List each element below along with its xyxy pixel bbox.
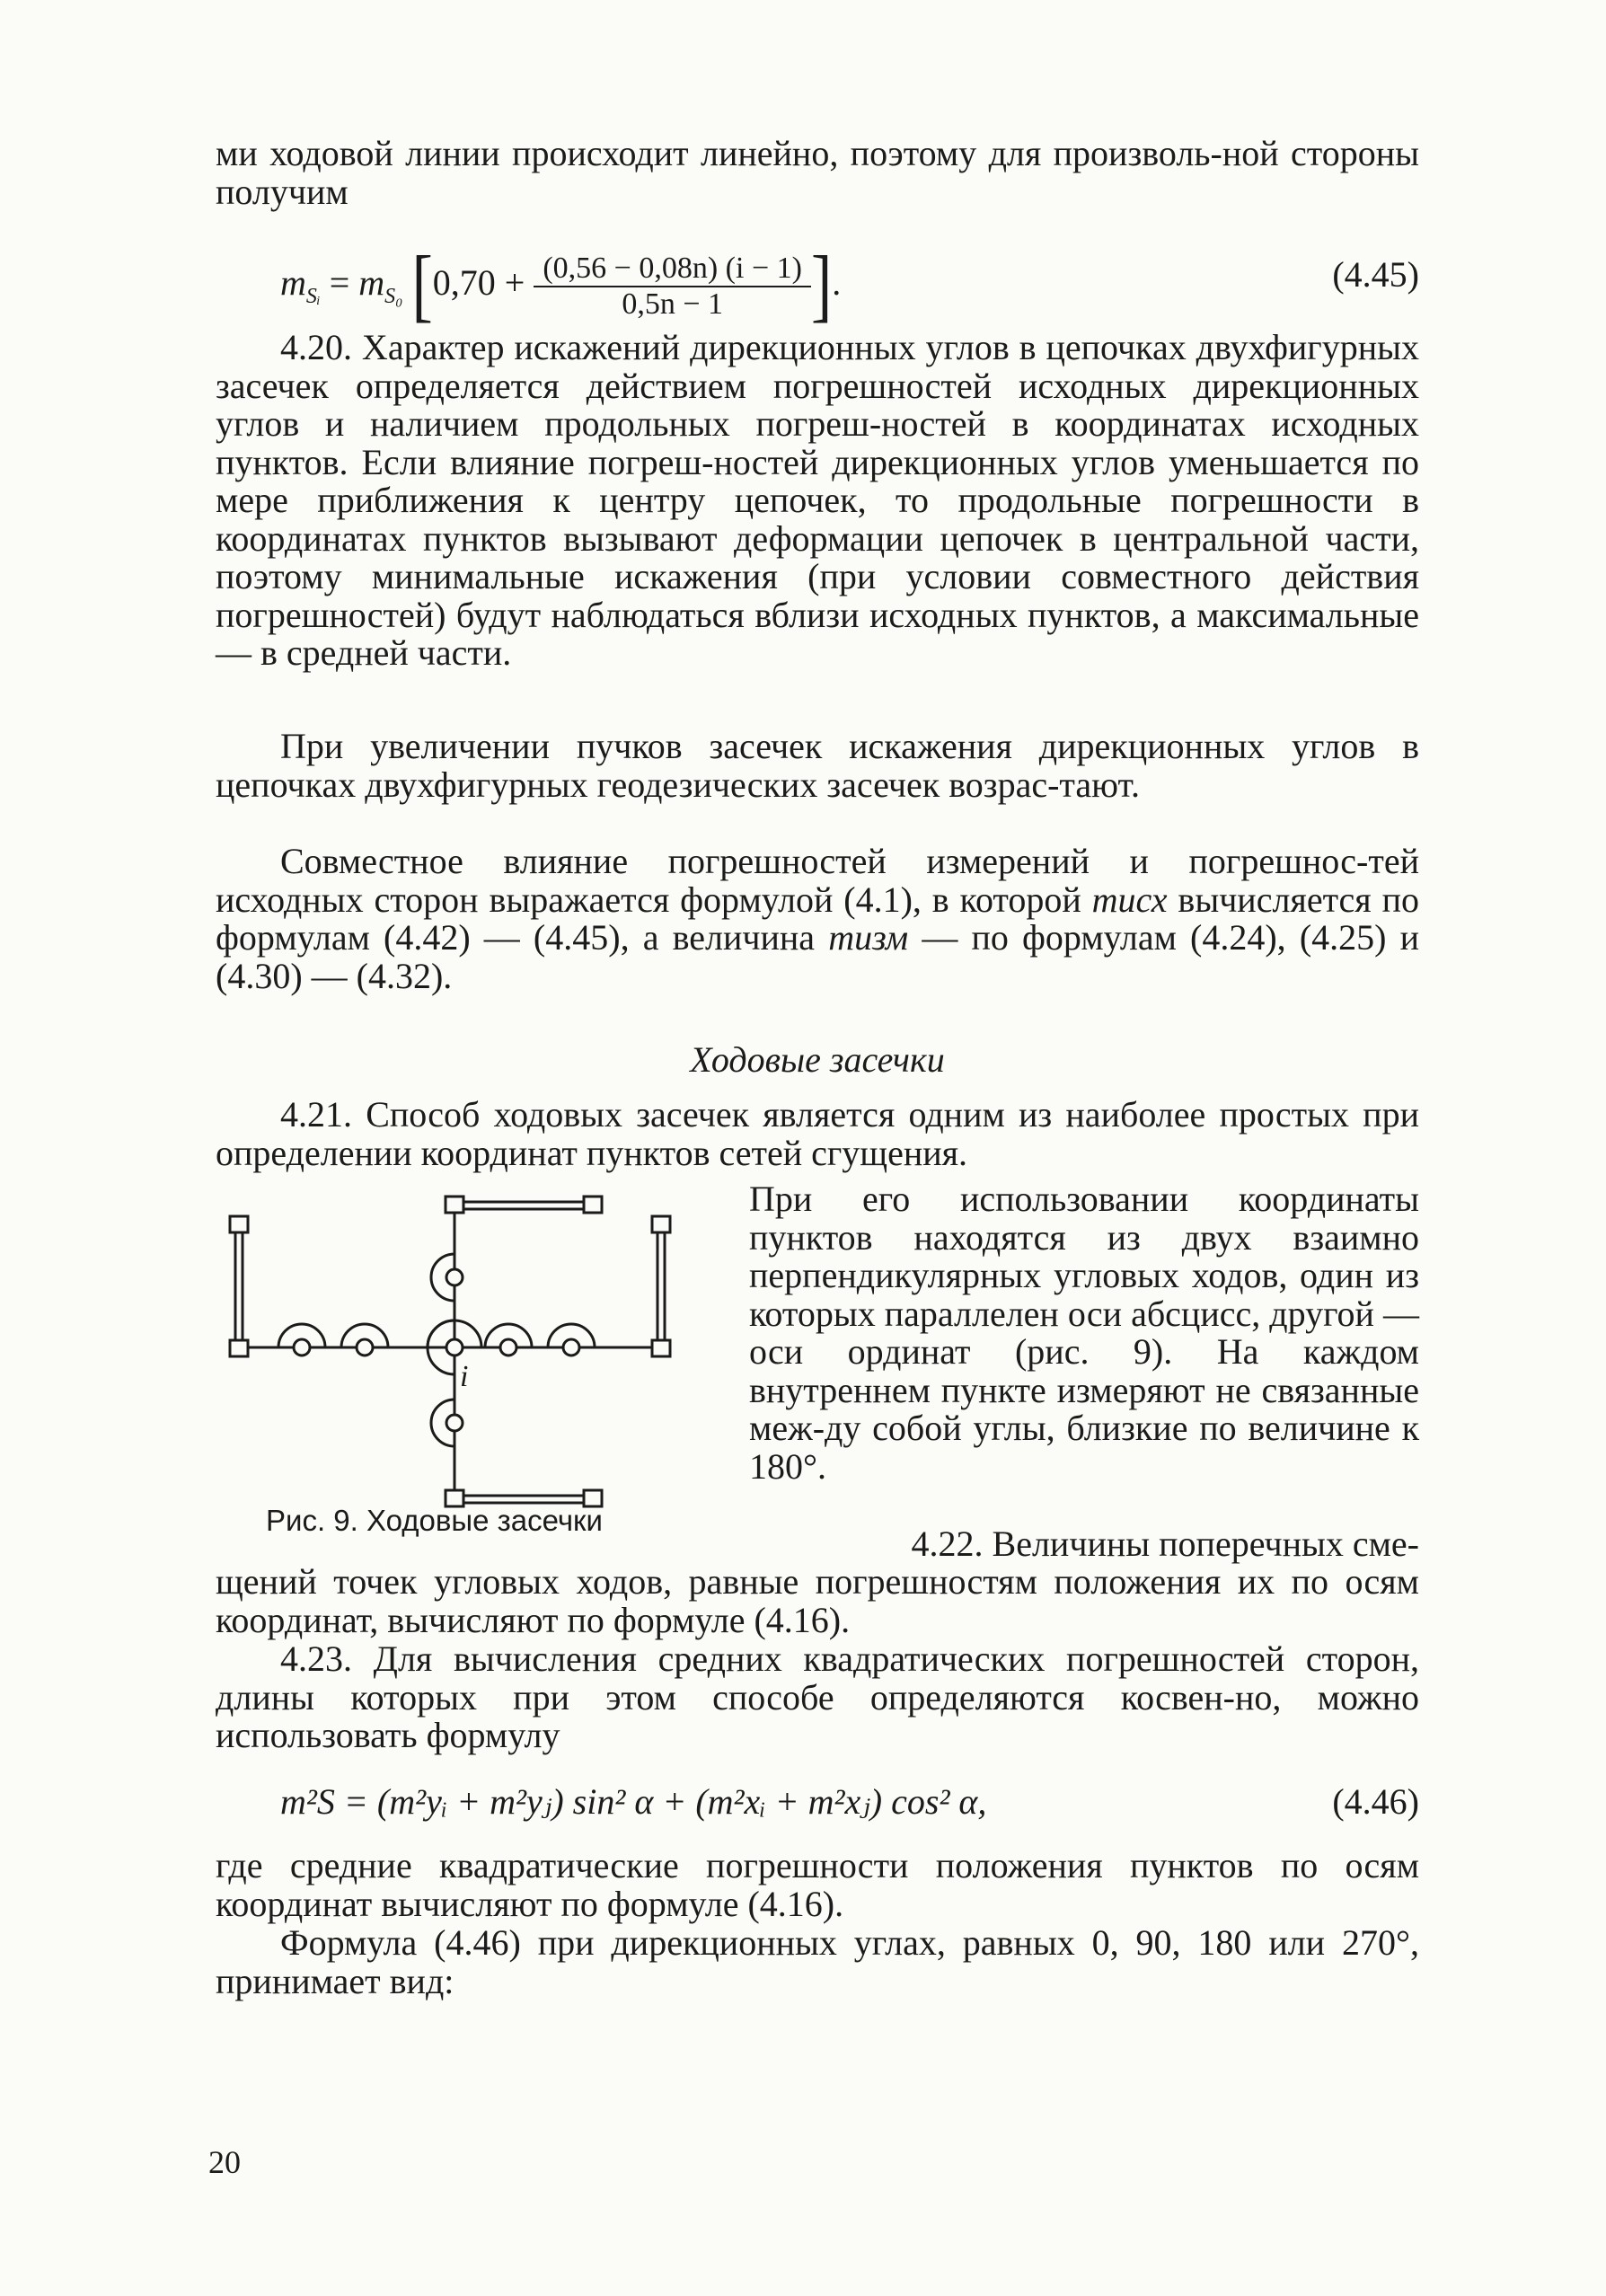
section-heading: Ходовые засечки (690, 1039, 945, 1080)
figure-caption: Рис. 9. Ходовые засечки (266, 1504, 603, 1537)
equation-4-45 (216, 235, 1419, 331)
equation-tag-4-45: (4.45) (1332, 254, 1419, 295)
paragraph-increase: При увеличении пучков засечек искажения дирекционных углов в цепочках двухфигурных геодезических засечек возрас-тают. (216, 726, 1419, 805)
traverse-point-circle (294, 1339, 310, 1356)
paragraph-formula-4-46: Формула (4.46) при дирекционных углах, равных 0, 90, 180 или 270°, принимает вид: (216, 1922, 1419, 2001)
paragraph-4-23: 4.23. Для вычисления средних квадратических погрешностей сторон, длины которых при этом способе определяются косвен-но, можно использовать формулу (216, 1638, 1419, 1755)
fraction: $\frac{(0,56 - 0,08n) (i - 1)}{0,5n - 1}$ (534, 252, 811, 322)
paragraph-4-22-b: щений точек угловых ходов, равные погрешностям положения их по осям координат, вычисляют по формуле (4.16). (216, 1561, 1419, 1640)
point-label-i: i (460, 1360, 469, 1393)
paragraph-where: где средние квадратические погрешности положения пунктов по осям координат вычисляют по формуле (4.16). (216, 1845, 1419, 1924)
page-number: 20 (208, 2144, 241, 2180)
equation-tag-4-46: (4.46) (1332, 1781, 1419, 1822)
paragraph-joint-influence: Совместное влияние погрешностей измерений и погрешнос-тей исходных сторон выражается формулой (4.1), в которой mисх вычисляется по формулам (4.42) — (4.45), а величина mизм — по формулам (4.24), (4.25) и (4.30) — (4.32). (216, 841, 1419, 996)
paragraph-4-22-a: 4.22. Величины поперечных сме- (911, 1523, 1419, 1564)
paragraph-4-20: 4.20. Характер искажений дирекционных углов в цепочках двухфигурных засечек определяется действием погрешностей исходных дирекционных углов и наличием продольных погреш-ностей в координатах исходных пунктов. Если влияние погреш-ностей дирекционных углов уменьшается по мере приближения к центру цепочек, то продольные погрешности в координатах пунктов вызывают деформации цепочек в центральной части, поэтому минимальные искажения (при условии совместного действия погрешностей) будут наблюдаться вблизи исходных пунктов, а максимальные — в средней части. (216, 327, 1419, 673)
equation-4-46: m²S = (m²yᵢ + m²yⱼ) sin² α + (m²xᵢ + m²xⱼ) cos² α, (4.46) (280, 1781, 1419, 1822)
equation-4-45-body: $m_{Sᵢ} = m_{S_0}$ [0,70 + $\frac{(0,56 - 0,08n) (i - 1)}{0,5n - 1}$ ]. (280, 241, 842, 331)
paragraph-4-21-a: 4.21. Способ ходовых засечек является одним из наиболее простых при определении координат пунктов сетей сгущения. (216, 1094, 1419, 1173)
paragraph-intro: ми ходовой линии происходит линейно, поэтому для произволь-ной стороны получим (216, 133, 1419, 212)
fixed-point-square (230, 1216, 248, 1232)
paragraph-4-21-b: При его использовании координаты пунктов находятся из двух взаимно перпендикулярных угловых ходов, один из которых параллелен оси абсцисс, другой — оси ординат (рис. 9). На каждом внутреннем пункте измеряют не связанные меж-ду собой углы, близкие по величине к 180°. (749, 1179, 1419, 1487)
